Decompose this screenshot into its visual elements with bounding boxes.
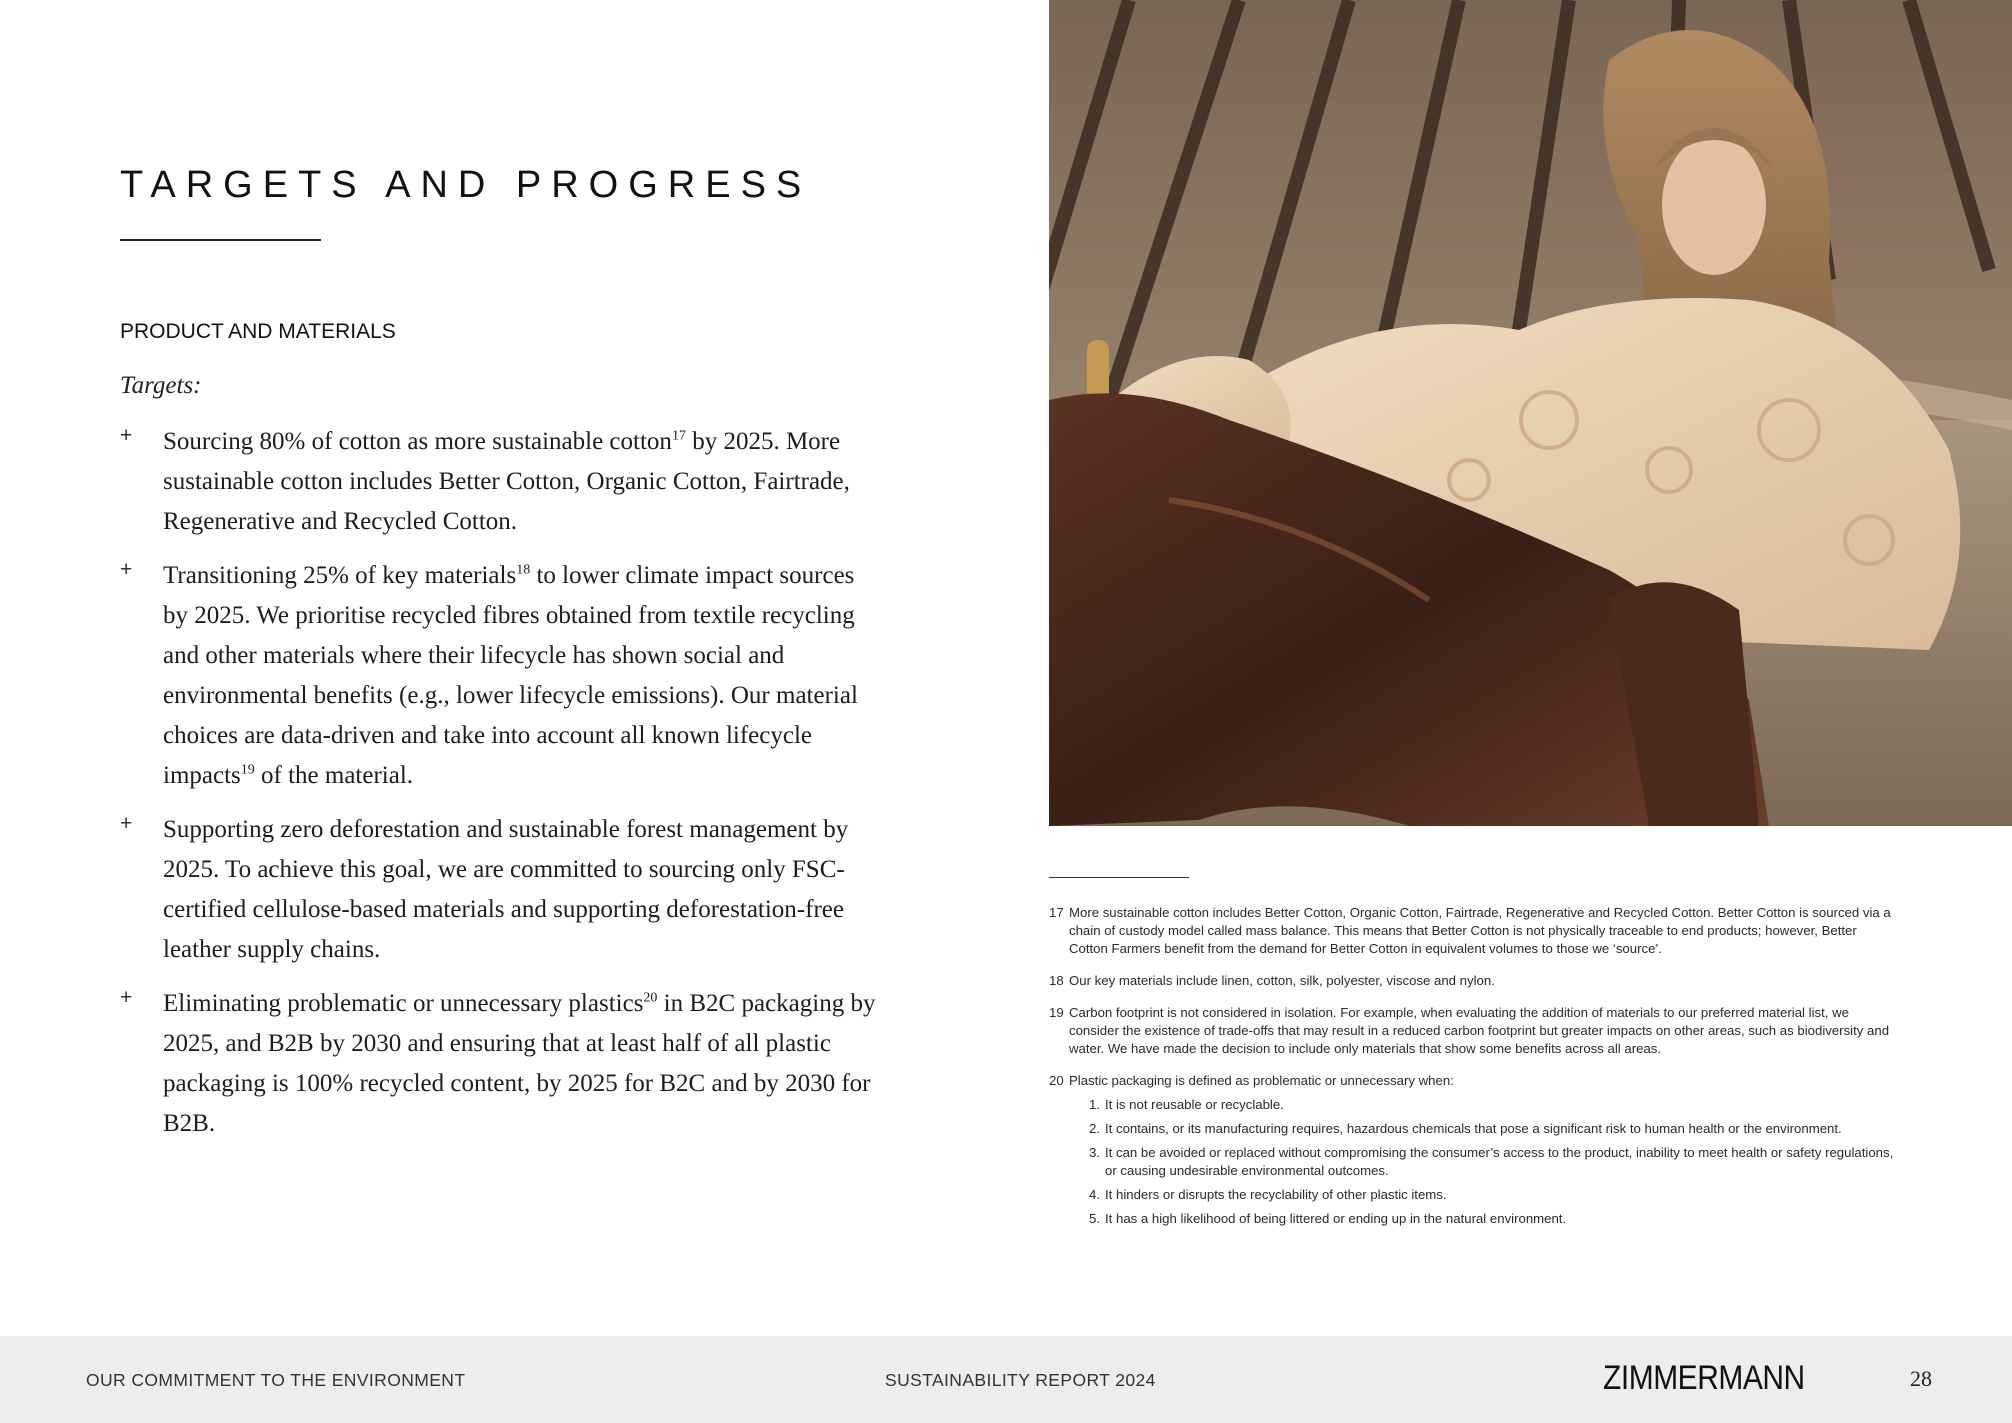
footnote-subitem: 4. It hinders or disrupts the recyclability of other plastic items. [1089, 1187, 1447, 1202]
footer-report-title: SUSTAINABILITY REPORT 2024 [885, 1370, 1156, 1390]
footnote-subitem: 2. It contains, or its manufacturing requires, hazardous chemicals that pose a significant risk to human health or the environment. [1089, 1121, 1842, 1136]
footnote [1049, 904, 1897, 958]
footnote-subitem: 5. It has a high likelihood of being littered or ending up in the natural environment. [1089, 1211, 1567, 1226]
plus-icon: + [120, 424, 133, 447]
footnotes [1049, 904, 1897, 1242]
plus-icon: + [120, 986, 133, 1009]
footnote-text: Our key materials include linen, cotton, silk, polyester, viscose and nylon. [1069, 973, 1495, 988]
target-text: Transitioning 25% of key materials$^{18}$ to lower climate impact sources by 2025. We prioritise recycled fibres obtained from textile recycling and other materials where their lifecycle has shown social and environmental benefits (e.g., lower lifecycle emissions). Our material choices are data-driven and take into account all known lifecycle impacts$^{19}$ of the material. [163, 562, 858, 789]
section-heading: PRODUCT AND MATERIALS [120, 320, 396, 343]
target-text: Supporting zero deforestation and sustainable forest management by 2025. To achieve this goal, we are committed to sourcing only FSC-certified cellulose-based materials and supporting deforestation-free leather supply chains. [163, 816, 849, 963]
footnote-ref: 19 [240, 762, 255, 778]
footnote [1049, 972, 1897, 990]
target-text: Eliminating problematic or unnecessary plastics$^{20}$ in B2C packaging by 2025, and B2B by 2030 and ensuring that at least half of all plastic packaging is 100% recycled content, by 2025 for B2C and by 2030 for B2B. [163, 990, 876, 1137]
footnote-sublist [1069, 1096, 1897, 1228]
target-item [120, 810, 880, 970]
plus-icon: + [120, 812, 133, 835]
footnote-text: Plastic packaging is defined as problematic or unnecessary when: [1069, 1073, 1454, 1088]
footnote-text: More sustainable cotton includes Better Cotton, Organic Cotton, Fairtrade, Regenerative and Recycled Cotton. Better Cotton is sourced via a chain of custody model called mass balance. This means that Better Cotton is not physically traceable to end products; however, Better Cotton Farmers benefit from the demand for Better Cotton in equivalent volumes to those we ‘source’. [1069, 905, 1891, 956]
footnote-ref: 20 [643, 990, 658, 1006]
page-footer [0, 1336, 2012, 1423]
footnote-number: 18 [1049, 973, 1064, 988]
footnote-subitem: 1. It is not reusable or recyclable. [1089, 1097, 1284, 1112]
title-divider [120, 239, 321, 241]
footnote [1049, 1004, 1897, 1058]
target-text: Sourcing 80% of cotton as more sustainable cotton$^{17}$ by 2025. More sustainable cotton includes Better Cotton, Organic Cotton, Fairtrade, Regenerative and Recycled Cotton. [163, 428, 850, 535]
footnote-number: 20 [1049, 1073, 1064, 1088]
footnote-number: 17 [1049, 905, 1064, 920]
target-item [120, 984, 880, 1144]
footnote [1049, 1072, 1897, 1228]
targets-list [120, 422, 880, 1158]
page-title: TARGETS AND PROGRESS [120, 164, 812, 206]
footnote-ref: 18 [516, 562, 531, 578]
footnote-number: 19 [1049, 1005, 1064, 1020]
photo-illustration [1049, 0, 2012, 826]
footnote-ref: 17 [671, 428, 686, 444]
page-number: 28 [1910, 1366, 1932, 1391]
target-item [120, 556, 880, 796]
footnotes-divider [1049, 877, 1189, 878]
footer-section-label: OUR COMMITMENT TO THE ENVIRONMENT [86, 1370, 466, 1390]
footnote-text: Carbon footprint is not considered in isolation. For example, when evaluating the addition of materials to our preferred material list, we consider the existence of trade-offs that may result in a reduced carbon footprint but greater impacts on other areas, such as biodiversity and water. We have made the decision to include only materials that show some benefits across all areas. [1069, 1005, 1890, 1056]
plus-icon: + [120, 558, 133, 581]
targets-label: Targets: [120, 372, 202, 399]
footnote-subitem: 3. It can be avoided or replaced without compromising the consumer’s access to the product, inability to meet health or safety regulations, or causing undesirable environmental outcomes. [1089, 1145, 1894, 1178]
brand-logo: ZIMMERMANN [1603, 1359, 1805, 1397]
target-item [120, 422, 880, 542]
fashion-photo [1049, 0, 2012, 826]
